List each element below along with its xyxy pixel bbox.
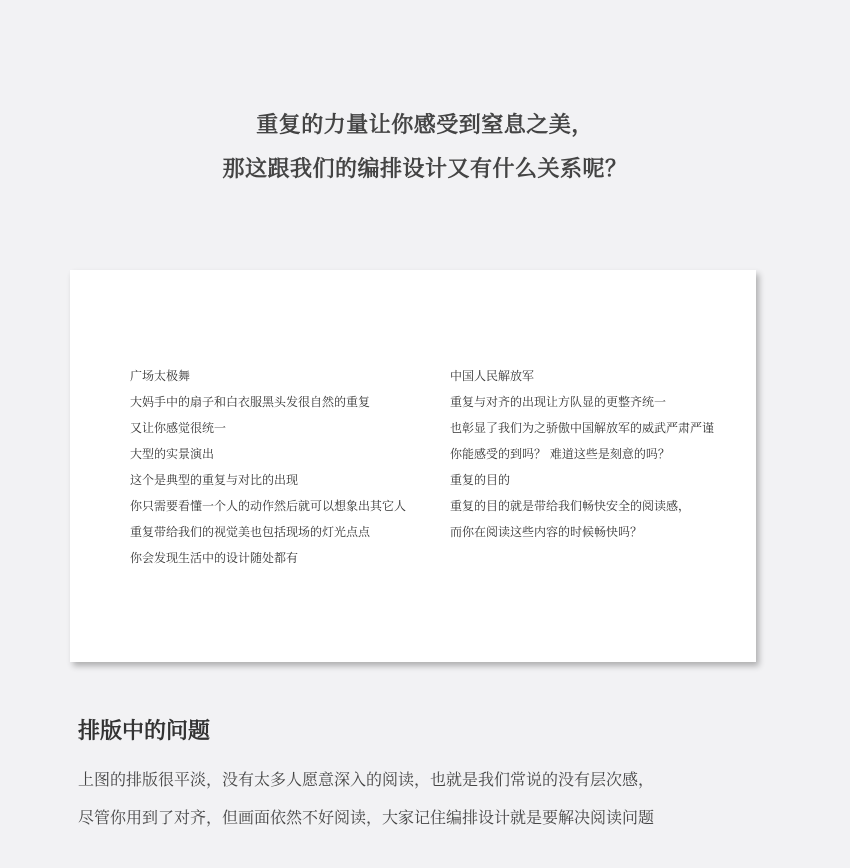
section-title: 排版中的问题 <box>78 719 211 744</box>
right-line: 重复与对齐的出现让方队显的更整齐统一 <box>450 395 667 409</box>
right-line: 也彰显了我们为之骄傲中国解放军的威武严肃严谨 <box>450 421 715 435</box>
headline-line-1: 重复的力量让你感受到窒息之美， <box>256 113 594 138</box>
headline-line-2: 那这跟我们的编排设计又有什么关系呢？ <box>222 157 628 182</box>
right-line: 重复的目的就是带给我们畅快安全的阅读感， <box>450 499 691 513</box>
right-line: 中国人民解放军 <box>450 369 535 383</box>
left-line: 大型的实景演出 <box>130 447 215 461</box>
left-line: 又让你感觉很统一 <box>130 421 227 435</box>
left-line: 你只需要看懂一个人的动作然后就可以想象出其它人 <box>130 499 407 513</box>
left-line: 这个是典型的重复与对比的出现 <box>130 473 299 487</box>
left-text-column <box>130 366 406 574</box>
left-line: 你会发现生活中的设计随处都有 <box>130 551 299 565</box>
right-line: 重复的目的 <box>450 473 511 487</box>
example-card <box>70 270 756 662</box>
left-line: 重复带给我们的视觉美也包括现场的灯光点点 <box>130 525 371 539</box>
left-line: 大妈手中的扇子和白衣服黑头发很自然的重复 <box>130 395 371 409</box>
right-line: 而你在阅读这些内容的时候畅快吗？ <box>450 525 643 539</box>
right-text-column <box>450 366 714 548</box>
paragraph-line-2: 尽管你用到了对齐，但画面依然不好阅读，大家记住编排设计就是要解决阅读问题 <box>78 808 655 827</box>
paragraph-line-1: 上图的排版很平淡，没有太多人愿意深入的阅读，也就是我们常说的没有层次感， <box>78 770 655 789</box>
left-line: 广场太极舞 <box>130 369 191 383</box>
right-line: 你能感受的到吗？ 难道这些是刻意的吗？ <box>450 447 670 461</box>
